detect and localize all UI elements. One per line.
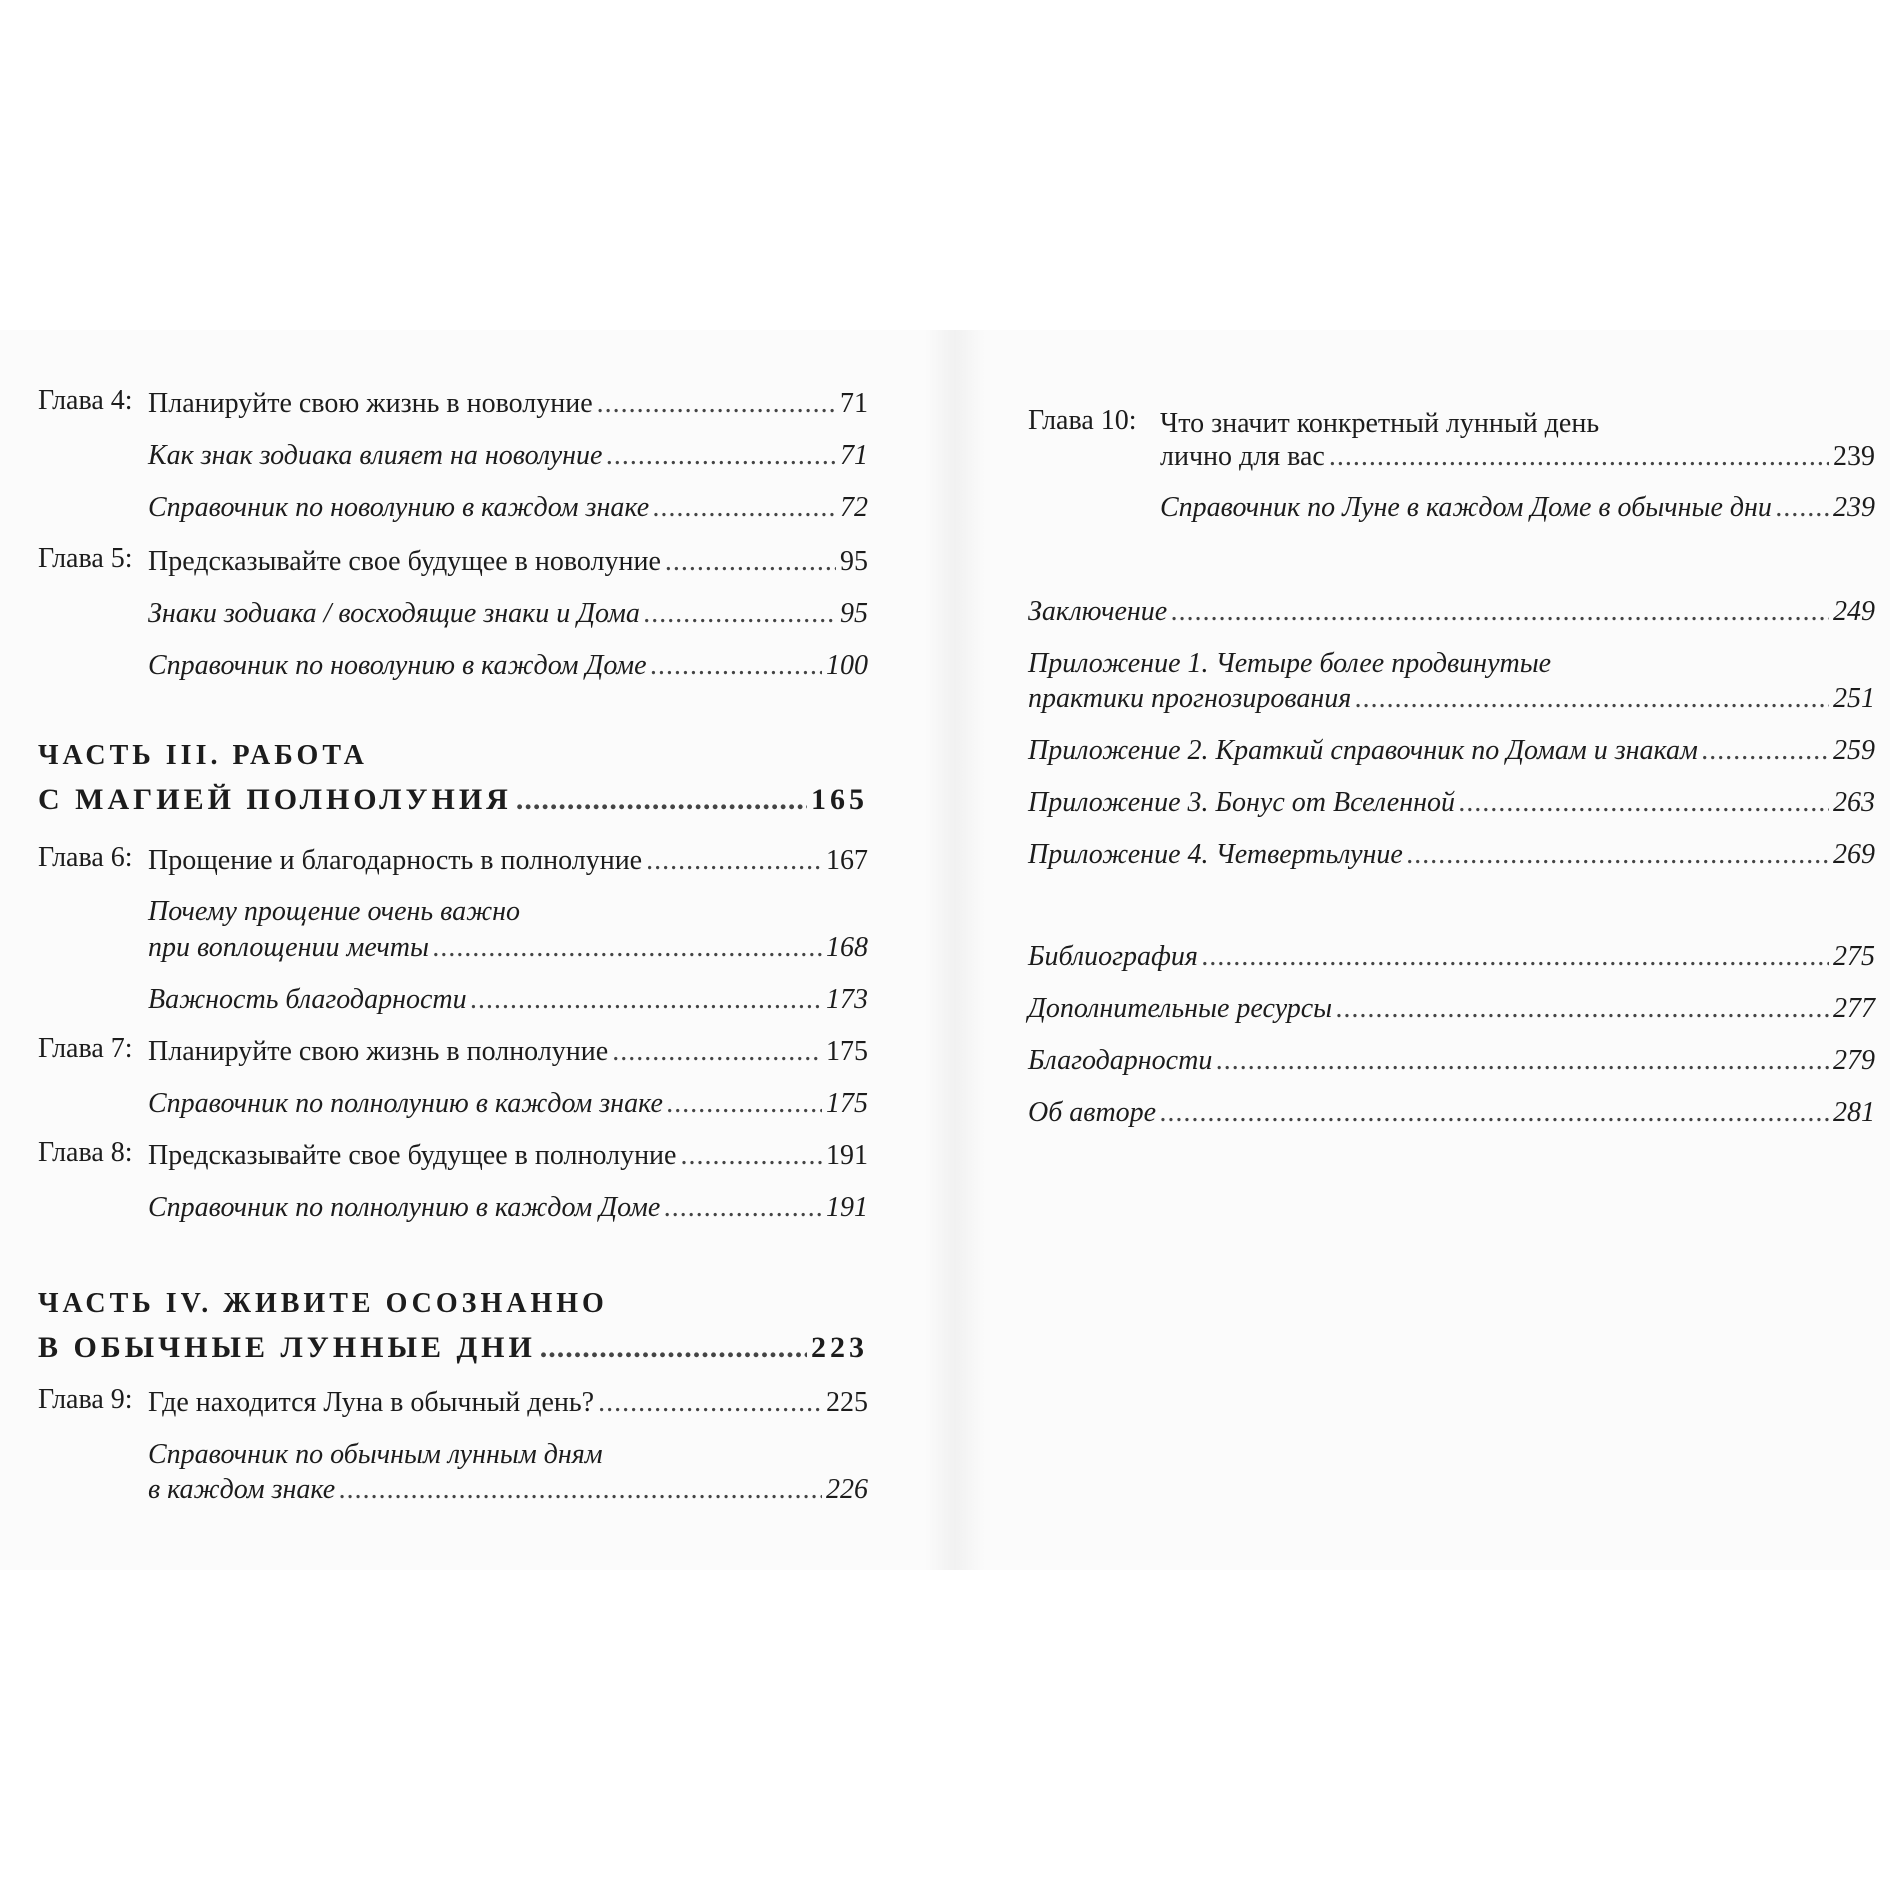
toc-entry-part-3[interactable] [38,785,868,815]
dot-leader [339,1476,822,1504]
section-title: Справочник по полнолунию в каждом Доме [148,1192,661,1223]
dot-leader [612,1038,822,1066]
section-page: 100 [826,650,868,681]
toc-entry-chapter-6-section-1[interactable] [148,934,868,962]
appendix-3-title: Приложение 3. Бонус от Вселенной [1028,787,1455,818]
appendix-2-title: Приложение 2. Краткий справочник по Домам и знакам [1028,735,1698,766]
dot-leader [1202,943,1829,971]
toc-entry-acknowledgements[interactable] [1028,1047,1875,1075]
dot-leader [433,934,822,962]
dot-leader [1459,789,1829,817]
dot-leader [540,1333,807,1363]
about-author-page: 281 [1833,1097,1875,1128]
section-title: Справочник по новолунию в каждом знаке [148,492,650,523]
appendix-3-page: 263 [1833,787,1875,818]
bibliography-title: Библиография [1028,941,1198,972]
toc-entry-appendix-2[interactable] [1028,737,1875,765]
dot-leader [516,785,807,815]
toc-entry-bibliography[interactable] [1028,943,1875,971]
toc-entry-chapter-8[interactable] [148,1142,868,1170]
dot-leader [1776,494,1829,522]
appendix-4-title: Приложение 4. Четвертьлуние [1028,839,1403,870]
toc-entry-chapter-4-section-1[interactable] [148,442,868,470]
acknowledgements-title: Благодарности [1028,1045,1213,1076]
dot-leader [646,847,822,875]
chapter-10-title-line-2: лично для вас [1160,441,1325,472]
dot-leader [1329,443,1829,471]
appendix-4-page: 269 [1833,839,1875,870]
toc-entry-chapter-6[interactable] [148,847,868,875]
appendix-1-title-line-1: Приложение 1. Четыре более продвинутые [1028,648,1552,679]
toc-entry-chapter-5[interactable] [148,548,868,576]
conclusion-page: 249 [1833,596,1875,627]
dot-leader [665,548,836,576]
dot-leader [606,442,836,470]
dot-leader [1216,1047,1829,1075]
chapter-4-title: Планируйте свою жизнь в новолуние [148,388,593,419]
part-3-title-line-1: ЧАСТЬ III. РАБОТА [38,740,368,771]
section-title: Как знак зодиака влияет на новолуние [148,440,603,471]
section-title: Справочник по новолунию в каждом Доме [148,650,647,681]
chapter-4-label: Глава 4: [38,385,133,416]
chapter-8-label: Глава 8: [38,1137,133,1168]
dot-leader [1355,685,1829,713]
toc-entry-about-author[interactable] [1028,1099,1875,1127]
chapter-7-label: Глава 7: [38,1033,133,1064]
toc-entry-chapter-5-section-2[interactable] [148,652,868,680]
dot-leader [597,390,836,418]
toc-entry-conclusion[interactable] [1028,598,1875,626]
section-title: Справочник по полнолунию в каждом знаке [148,1088,663,1119]
chapter-5-title: Предсказывайте свое будущее в новолуние [148,546,661,577]
toc-entry-chapter-5-section-1[interactable] [148,600,868,628]
section-title: Важность благодарности [148,984,467,1015]
dot-leader [1160,1099,1829,1127]
dot-leader [1407,841,1829,869]
part-3-page: 165 [811,783,868,816]
toc-entry-chapter-6-section-2[interactable] [148,986,868,1014]
toc-entry-chapter-8-section-1[interactable] [148,1194,868,1222]
toc-entry-part-4[interactable] [38,1333,868,1363]
part-3-title-line-2: С МАГИЕЙ ПОЛНОЛУНИЯ [38,783,512,816]
toc-entry-chapter-4-section-2[interactable] [148,494,868,522]
dot-leader [1702,737,1829,765]
section-page: 95 [840,598,868,629]
chapter-9-page: 225 [826,1387,868,1418]
chapter-10-page: 239 [1833,441,1875,472]
dot-leader [644,600,836,628]
section-title: в каждом знаке [148,1474,336,1505]
appendix-1-title-line-2: практики прогнозирования [1028,683,1352,714]
toc-entry-appendix-3[interactable] [1028,789,1875,817]
toc-entry-chapter-10-section-1[interactable] [1160,494,1875,522]
resources-page: 277 [1833,993,1875,1024]
chapter-6-section-1-line-1: Почему прощение очень важно [148,896,521,927]
book-spine [925,330,985,1570]
chapter-7-title: Планируйте свою жизнь в полнолуние [148,1036,609,1067]
dot-leader [1336,995,1829,1023]
dot-leader [664,1194,822,1222]
chapter-10-label: Глава 10: [1028,405,1137,436]
toc-entry-chapter-9-section-1[interactable] [148,1476,868,1504]
dot-leader [598,1389,822,1417]
toc-entry-chapter-9[interactable] [148,1389,868,1417]
section-title: Справочник по Луне в каждом Доме в обычные дни [1160,492,1772,523]
appendix-2-page: 259 [1833,735,1875,766]
section-title: Знаки зодиака / восходящие знаки и Дома [148,598,640,629]
chapter-6-title: Прощение и благодарность в полнолуние [148,845,643,876]
acknowledgements-page: 279 [1833,1045,1875,1076]
chapter-10-title-line-1: Что значит конкретный лунный день [1160,408,1600,439]
bibliography-page: 275 [1833,941,1875,972]
chapter-6-label: Глава 6: [38,842,133,873]
toc-entry-additional-resources[interactable] [1028,995,1875,1023]
dot-leader [653,494,836,522]
conclusion-title: Заключение [1028,596,1168,627]
section-page: 226 [826,1474,868,1505]
toc-entry-chapter-7[interactable] [148,1038,868,1066]
section-title: при воплощении мечты [148,932,429,963]
dot-leader [1171,598,1829,626]
section-page: 239 [1833,492,1875,523]
toc-entry-chapter-4[interactable] [148,390,868,418]
part-4-title-line-2: В ОБЫЧНЫЕ ЛУННЫЕ ДНИ [38,1331,536,1364]
toc-entry-appendix-4[interactable] [1028,841,1875,869]
appendix-1-page: 251 [1833,683,1875,714]
dot-leader [651,652,822,680]
chapter-8-page: 191 [826,1140,868,1171]
chapter-9-title: Где находится Луна в обычный день? [148,1387,595,1418]
toc-entry-chapter-10[interactable] [1160,443,1875,471]
chapter-5-page: 95 [840,546,868,577]
toc-entry-appendix-1[interactable] [1028,685,1875,713]
chapter-9-section-1-line-1: Справочник по обычным лунным дням [148,1439,603,1470]
dot-leader [471,986,822,1014]
part-4-page: 223 [811,1331,868,1364]
section-page: 71 [840,440,868,471]
section-page: 191 [826,1192,868,1223]
chapter-4-page: 71 [840,388,868,419]
about-author-title: Об авторе [1028,1097,1157,1128]
chapter-7-page: 175 [826,1036,868,1067]
chapter-6-page: 167 [826,845,868,876]
chapter-8-title: Предсказывайте свое будущее в полнолуние [148,1140,677,1171]
dot-leader [667,1090,822,1118]
section-page: 175 [826,1088,868,1119]
resources-title: Дополнительные ресурсы [1028,993,1333,1024]
section-page: 168 [826,932,868,963]
section-page: 173 [826,984,868,1015]
toc-entry-chapter-7-section-1[interactable] [148,1090,868,1118]
dot-leader [680,1142,822,1170]
section-page: 72 [840,492,868,523]
part-4-title-line-1: ЧАСТЬ IV. ЖИВИТЕ ОСОЗНАННО [38,1288,608,1319]
chapter-9-label: Глава 9: [38,1384,133,1415]
chapter-5-label: Глава 5: [38,543,133,574]
